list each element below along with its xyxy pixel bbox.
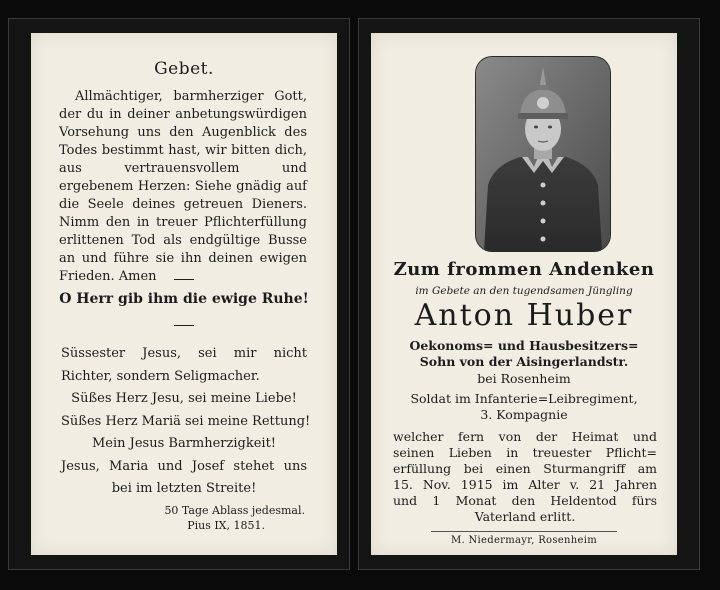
invocation-line: bei im letzten Streite! bbox=[111, 481, 257, 496]
death-line: erfüllung bei einen Sturmangriff am bbox=[393, 461, 657, 476]
prayer-text: Allmächtiger, barmherziger Gott, der du in deiner anbetungswürdigen Vorsehung uns den Augenblick des Todes bestimmt hast, wir bitten dich, aus vertrauensvollem und ergebenem Herzen: Siehe gnädig auf die Seele deines getreuen Dieners. Nimm den in treuer Pflichterfüllung erlittenen Tod als endgültige Busse an und führe sie ihn deinen ewigen Frieden. Amen bbox=[59, 89, 307, 284]
death-description bbox=[393, 429, 657, 525]
death-line: und 1 Monat den Heldentod fürs bbox=[393, 493, 657, 508]
occupation-line: Oekonoms= und Hausbesitzers= bbox=[409, 338, 639, 353]
death-line: seinen Lieben in treuester Pflicht= bbox=[393, 445, 657, 460]
invocation-line: Mein Jesus Barmherzigkeit! bbox=[91, 436, 277, 451]
invocation-line: Richter, sondern Seligmacher. bbox=[61, 368, 260, 384]
death-line: 15. Nov. 1915 im Alter v. 21 Jahren bbox=[393, 477, 657, 492]
indulgence-note bbox=[164, 503, 305, 533]
rank-line: 3. Kompagnie bbox=[480, 407, 568, 422]
soldier-portrait-icon bbox=[476, 57, 610, 251]
military-rank bbox=[371, 391, 677, 423]
memorial-card-paper bbox=[371, 33, 677, 555]
place: bei Rosenheim bbox=[477, 371, 571, 386]
death-line: welcher fern von der Heimat und bbox=[393, 429, 657, 444]
memorial-subtitle: im Gebete an den tugendsamen Jüngling bbox=[415, 285, 633, 297]
divider-dash-top bbox=[174, 279, 194, 280]
invocation-line: Süßes Herz Jesu, sei meine Liebe! bbox=[71, 391, 297, 406]
occupation-line: Sohn von der Aisingerlandstr. bbox=[419, 354, 629, 369]
divider-dash-bottom bbox=[174, 325, 194, 326]
occupation bbox=[371, 338, 677, 370]
pope-reference: Pius IX, 1851. bbox=[187, 519, 265, 532]
printer-credit: M. Niedermayr, Rosenheim bbox=[451, 535, 597, 546]
rank-line: Soldat im Infanterie=Leibregiment, bbox=[410, 391, 638, 406]
invocation-line: Süßes Herz Mariä sei meine Rettung! bbox=[61, 413, 311, 429]
deceased-name: Anton Huber bbox=[414, 298, 634, 333]
indulgence-text: 50 Tage Ablass jedesmal. bbox=[164, 504, 305, 517]
invocation-line: Süssester Jesus, sei mir nicht bbox=[61, 346, 307, 361]
invocation-line: Jesus, Maria und Josef stehet uns bbox=[61, 458, 307, 474]
printer-divider bbox=[431, 531, 617, 532]
prayer-card-paper bbox=[31, 33, 337, 555]
prayer-card bbox=[8, 18, 350, 570]
prayer-title: Gebet. bbox=[154, 59, 214, 79]
death-line: Vaterland erlitt. bbox=[474, 509, 576, 524]
invocation-list bbox=[61, 343, 311, 501]
memorial-card bbox=[358, 18, 700, 570]
eternal-rest-exclamation: O Herr gib ihm die ewige Ruhe! bbox=[59, 291, 309, 307]
memorial-title: Zum frommen Andenken bbox=[393, 259, 655, 280]
